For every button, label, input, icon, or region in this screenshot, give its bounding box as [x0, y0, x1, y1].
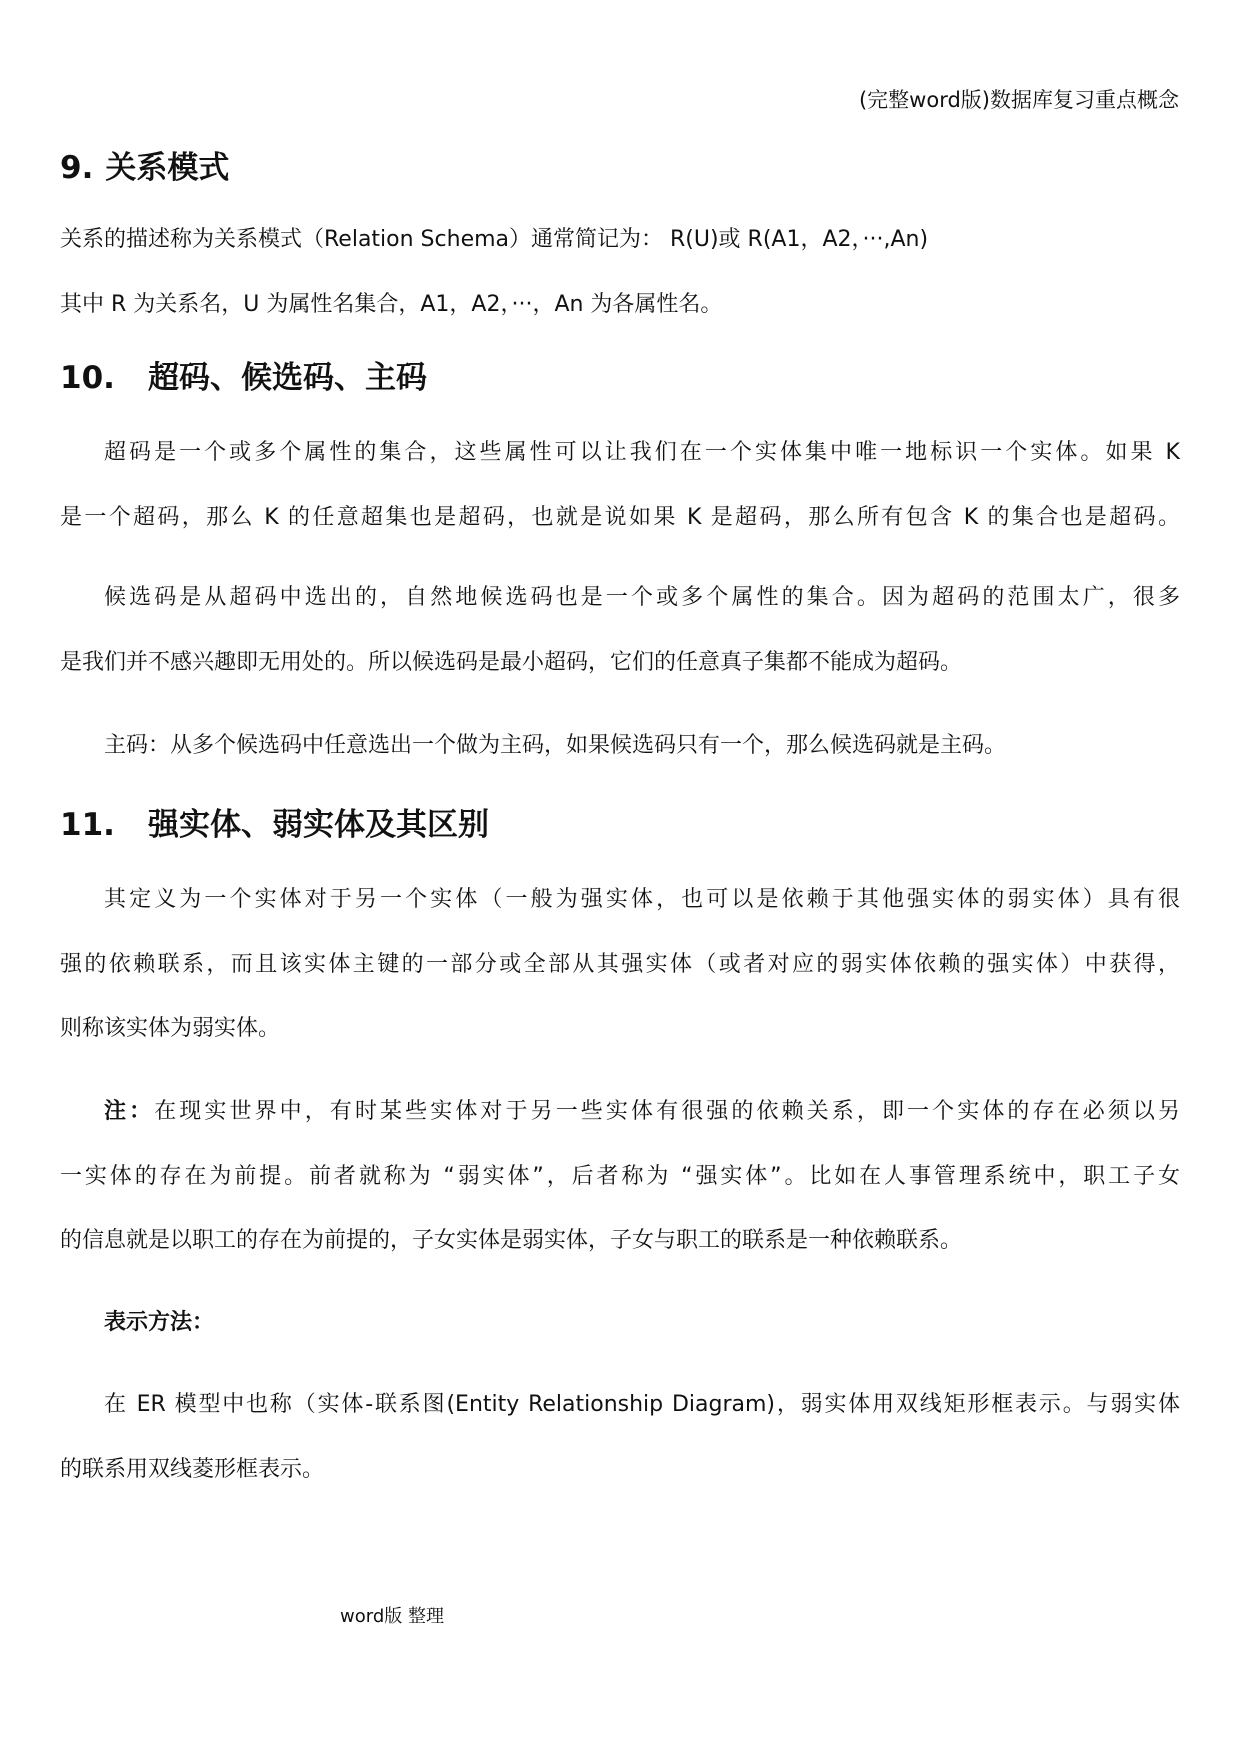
note-text: 在现实世界中，有时某些实体对于另一些实体有很强的依赖关系，即一个实体的存在必须以另: [154, 1099, 1180, 1124]
method-label: 表示方法：: [104, 1310, 215, 1335]
page-footer: word版 整理: [340, 1606, 444, 1627]
page-header: (完整word版)数据库复习重点概念: [858, 88, 1179, 112]
paragraph-line: 超码是一个或多个属性的集合，这些属性可以让我们在一个实体集中唯一地标识一个实体。如果 K: [104, 440, 1180, 465]
note-line: 的信息就是以职工的存在为前提的，子女实体是弱实体，子女与职工的联系是一种依赖联系。: [60, 1228, 963, 1253]
section-number: 10.: [60, 360, 115, 396]
paragraph-line: 候选码是从超码中选出的，自然地候选码也是一个或多个属性的集合。因为超码的范围太广，很多: [104, 585, 1180, 610]
paragraph-line: 则称该实体为弱实体。: [60, 1016, 281, 1041]
section-number: 9.: [60, 150, 94, 186]
paragraph-line: 其中 R 为关系名，U 为属性名集合，A1，A2，···，An 为各属性名。: [60, 292, 723, 317]
section-title: 强实体、弱实体及其区别: [148, 807, 489, 843]
section-number: 11.: [60, 807, 115, 843]
note-line: 一实体的存在为前提。前者就称为 “弱实体”，后者称为 “强实体”。比如在人事管理系统中，职工子女: [60, 1164, 1180, 1189]
paragraph-line: 是我们并不感兴趣即无用处的。所以候选码是最小超码，它们的任意真子集都不能成为超码。: [60, 650, 963, 675]
paragraph-line: 其定义为一个实体对于另一个实体（一般为强实体，也可以是依赖于其他强实体的弱实体）具有很: [104, 887, 1180, 912]
section-title: 关系模式: [105, 150, 230, 186]
section-heading-11: [60, 805, 489, 845]
paragraph-line: 关系的描述称为关系模式（Relation Schema）通常简记为： R(U)或 R(A1，A2，···,An): [60, 227, 929, 252]
paragraph-line: 强的依赖联系，而且该实体主键的一部分或全部从其强实体（或者对应的弱实体依赖的强实体）中获得，: [60, 952, 1180, 977]
paragraph-line: 在 ER 模型中也称（实体-联系图(Entity Relationship Diagram)，弱实体用双线矩形框表示。与弱实体: [104, 1392, 1180, 1417]
note-line: [104, 1097, 1180, 1127]
paragraph-line: 主码：从多个候选码中任意选出一个做为主码，如果候选码只有一个，那么候选码就是主码。: [104, 733, 1007, 758]
section-heading-10: [60, 358, 427, 398]
paragraph-line: 的联系用双线菱形框表示。: [60, 1457, 325, 1482]
paragraph-line: 是一个超码，那么 K 的任意超集也是超码，也就是说如果 K 是超码，那么所有包含 K 的集合也是超码。: [60, 505, 1180, 530]
note-label: 注：: [104, 1099, 155, 1124]
section-heading-9: [60, 148, 229, 188]
section-title: 超码、候选码、主码: [148, 360, 427, 396]
